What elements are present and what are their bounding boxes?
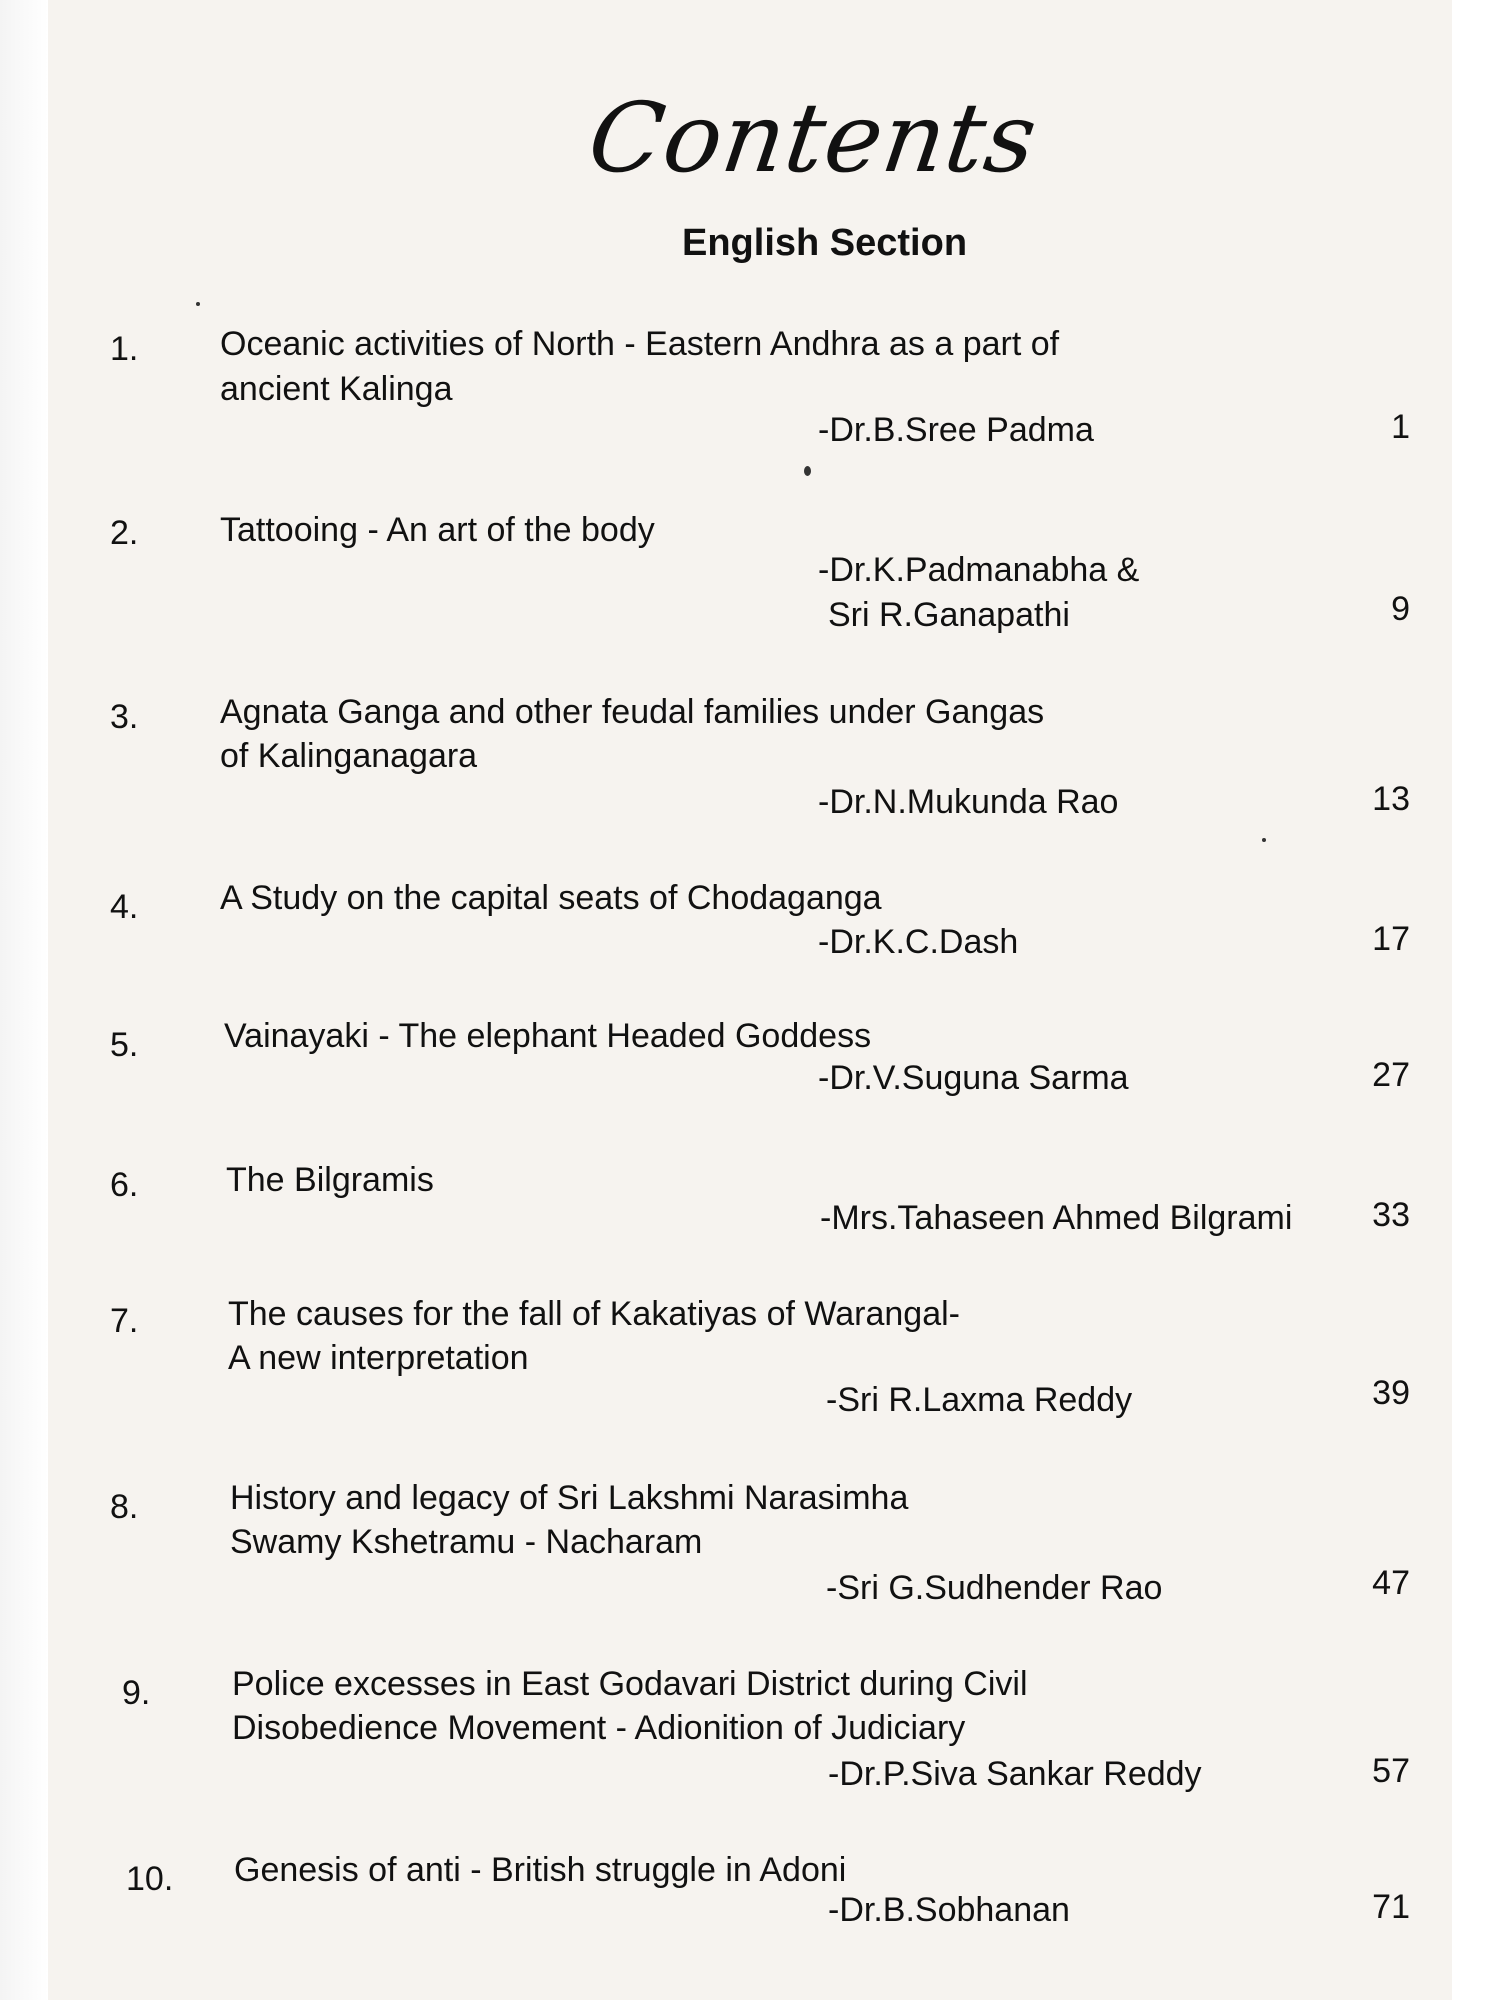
toc-entry[interactable] [0,876,1500,1026]
entry-author: -Sri R.Laxma Reddy [826,1381,1133,1419]
entry-title-line: History and legacy of Sri Lakshmi Narasimha [230,1479,909,1517]
entry-number: 5. [110,1026,139,1064]
entry-title-line: A Study on the capital seats of Chodaganga [220,879,882,917]
entry-page-number: 47 [1372,1564,1410,1602]
entry-author: Sri R.Ganapathi [828,596,1070,634]
entry-title-line: The causes for the fall of Kakatiyas of Warangal- [228,1295,960,1333]
entry-page-number: 9 [1391,590,1410,628]
entry-author: -Dr.K.C.Dash [818,923,1019,961]
entry-title-line: Vainayaki - The elephant Headed Goddess [224,1017,872,1055]
entry-number: 7. [110,1302,139,1340]
entry-page-number: 39 [1372,1374,1410,1412]
entry-page-number: 1 [1391,408,1410,446]
entry-author: -Dr.N.Mukunda Rao [818,783,1119,821]
entry-number: 6. [110,1166,139,1204]
entry-title-line: Swamy Kshetramu - Nacharam [230,1523,703,1561]
entry-page-number: 13 [1372,780,1410,818]
entry-page-number: 27 [1372,1056,1410,1094]
entry-number: 3. [110,698,139,736]
toc-entry[interactable] [0,1014,1500,1164]
toc-entry[interactable] [0,1476,1500,1626]
toc-entry[interactable] [0,322,1500,472]
entry-author: -Dr.V.Suguna Sarma [818,1059,1129,1097]
entry-number: 1. [110,330,139,368]
page-title: Contents [582,82,1045,194]
entry-title-line: Agnata Ganga and other feudal families under Gangas [220,693,1045,731]
entry-author: -Sri G.Sudhender Rao [826,1569,1163,1607]
toc-entry[interactable] [0,1292,1500,1442]
entry-number: 8. [110,1488,139,1526]
entry-title-line: A new interpretation [228,1339,529,1377]
speck-mark [196,302,200,306]
toc-entry[interactable] [0,508,1500,658]
toc-entry[interactable] [0,1662,1500,1812]
toc-entry[interactable] [0,690,1500,840]
entry-title-line: Genesis of anti - British struggle in Adoni [234,1851,847,1889]
entry-page-number: 57 [1372,1752,1410,1790]
entry-number: 9. [122,1674,151,1712]
entry-title-line: Oceanic activities of North - Eastern Andhra as a part of [220,325,1060,363]
entry-title-line: ancient Kalinga [220,370,453,408]
entry-title-line: Disobedience Movement - Adionition of Judiciary [232,1709,966,1747]
entry-author: -Dr.B.Sobhanan [828,1891,1070,1929]
toc-entry[interactable] [0,1848,1500,1998]
entry-number: 10. [126,1860,174,1898]
entry-author: -Mrs.Tahaseen Ahmed Bilgrami [820,1199,1293,1237]
entry-title-line: Police excesses in East Godavari District during Civil [232,1665,1028,1703]
entry-author: -Dr.P.Siva Sankar Reddy [828,1755,1202,1793]
entry-number: 2. [110,514,139,552]
section-heading: English Section [682,222,968,264]
entry-number: 4. [110,888,139,926]
entry-title-line: The Bilgramis [226,1161,434,1199]
entry-author: -Dr.B.Sree Padma [818,411,1094,449]
entry-title-line: Tattooing - An art of the body [220,511,655,549]
entry-author: -Dr.K.Padmanabha & [818,551,1140,589]
entry-page-number: 33 [1372,1196,1410,1234]
toc-entry[interactable] [0,1158,1500,1308]
entry-title-line: of Kalinganagara [220,737,478,775]
entry-page-number: 71 [1372,1888,1410,1926]
entry-page-number: 17 [1372,920,1410,958]
